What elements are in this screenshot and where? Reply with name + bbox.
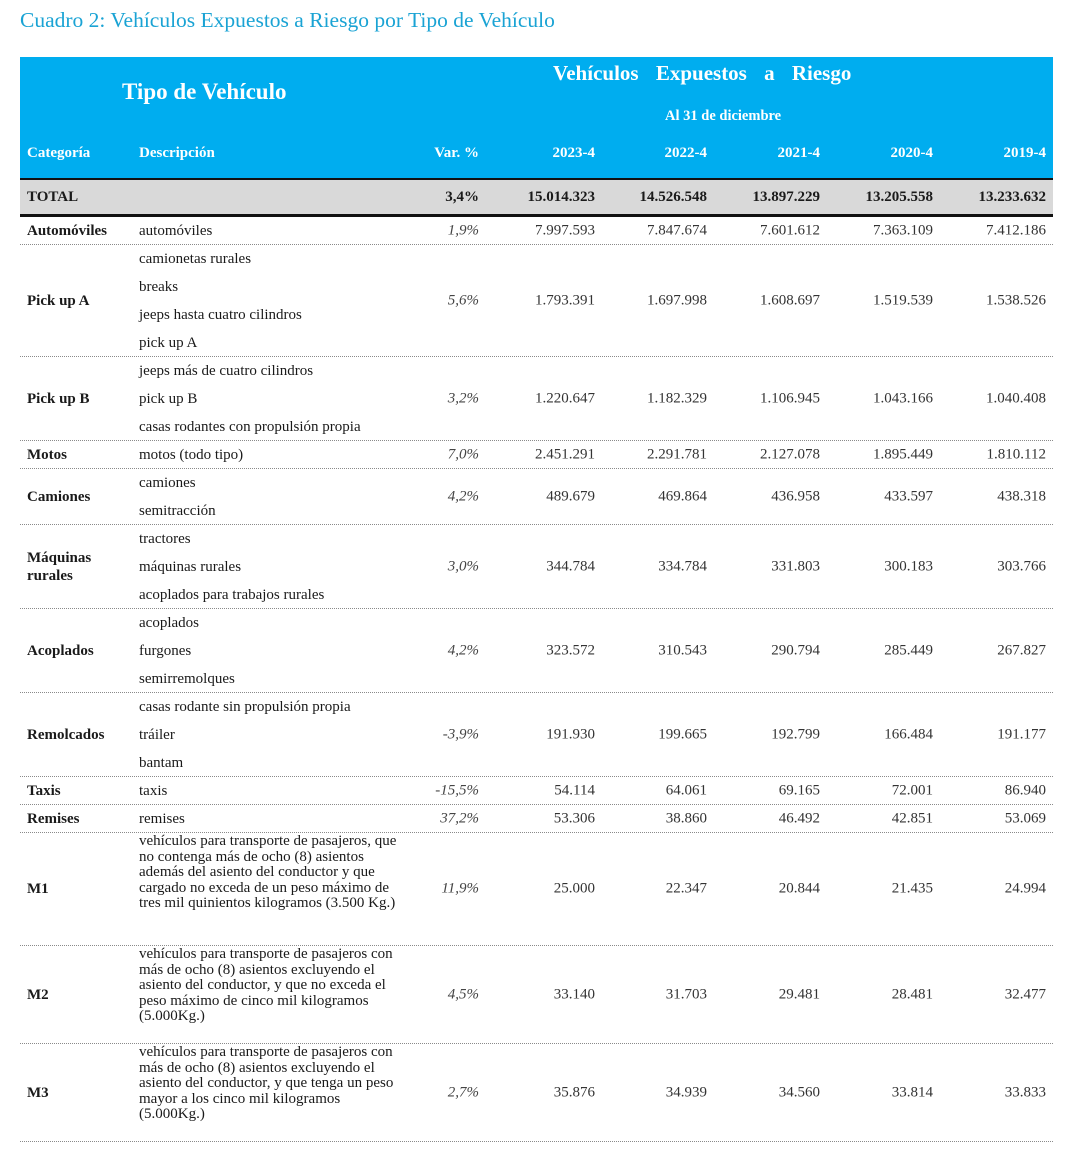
year-value: 1.810.112 [986,446,1046,462]
description-line: camiones [139,475,196,491]
description-paragraph: vehículos para transporte de pasajeros, que no contenga más de ocho (8) asientos además del asiento del conductor y que cargado no exceda de un peso máximo de tres mil quinientos kilogramos (3.500 Kg.) [139,833,397,911]
column-header-year: 2019-4 [1003,145,1046,161]
year-value: 199.665 [658,726,707,742]
description-line: pick up A [139,335,198,351]
variation-value: 2,7% [447,1084,479,1100]
variation-value: 1,9% [447,222,479,238]
description-line: tractores [139,531,191,547]
total-value: 14.526.548 [639,189,707,205]
category-label: Remolcados [27,726,105,743]
table-row [20,245,1053,357]
vehicles-table [20,57,1053,1142]
description-line: semirremolques [139,671,235,687]
description-cell [139,217,409,245]
total-value: 13.205.558 [865,189,933,205]
year-value: 54.114 [554,782,595,798]
category-label: Camiones [27,488,91,505]
description-cell [139,833,409,912]
header-vehiculos-expuestos: Vehículos Expuestos a Riesgo [553,61,852,85]
category-label: M3 [27,1084,49,1101]
description-cell [139,609,409,693]
year-value: 7.412.186 [986,222,1046,238]
year-value: 192.799 [771,726,820,742]
description-cell [139,441,409,469]
description-line: máquinas rurales [139,559,242,575]
description-paragraph: vehículos para transporte de pasajeros con más de ocho (8) asientos excluyendo el asiento del conductor, y que tenga un peso mayor a los cinco mil kilogramos (5.000Kg.) [139,1044,394,1122]
description-cell [139,245,409,357]
variation-value: 7,0% [447,446,479,462]
table-row [20,357,1053,441]
year-value: 33.814 [891,1084,933,1100]
variation-value: 37,2% [440,810,479,826]
description-cell [139,357,409,441]
year-value: 46.492 [778,810,820,826]
year-value: 310.543 [658,642,707,658]
variation-value: 5,6% [447,292,479,308]
total-var: 3,4% [445,189,479,205]
year-value: 2.451.291 [535,446,595,462]
description-line: semitracción [139,503,216,519]
year-value: 72.001 [891,782,933,798]
year-value: 7.997.593 [535,222,595,238]
description-cell [139,693,409,777]
category-label: Máquinas rurales [27,549,92,584]
year-value: 1.043.166 [873,390,933,406]
year-value: 34.560 [778,1084,820,1100]
description-line: breaks [139,279,179,295]
year-value: 2.291.781 [647,446,707,462]
description-line: camionetas rurales [139,251,252,267]
year-value: 489.679 [546,488,595,504]
table-row [20,1044,1053,1142]
variation-value: 11,9% [441,880,479,897]
year-value: 1.793.391 [535,292,595,308]
table-body [20,217,1053,1142]
category-label: Pick up B [27,390,90,407]
total-row [20,180,1053,217]
description-cell [139,946,409,1025]
year-value: 34.939 [665,1084,707,1100]
category-label: Motos [27,446,67,463]
column-header-categoria: Categoría [27,145,91,161]
year-value: 21.435 [891,880,933,897]
table-title: Cuadro 2: Vehículos Expuestos a Riesgo por Tipo de Vehículo [20,8,555,32]
year-value: 334.784 [658,558,707,574]
year-value: 31.703 [665,986,707,1002]
year-value: 331.803 [771,558,820,574]
table-row [20,777,1053,805]
description-line: jeeps hasta cuatro cilindros [139,307,302,323]
description-line: casas rodantes con propulsión propia [139,419,361,435]
year-value: 469.864 [658,488,707,504]
variation-value: 3,0% [447,558,479,574]
year-value: 7.847.674 [647,222,707,238]
year-value: 285.449 [884,642,933,658]
category-label: Taxis [27,782,61,799]
table-row [20,805,1053,833]
year-value: 290.794 [771,642,820,658]
description-paragraph: vehículos para transporte de pasajeros con más de ocho (8) asientos excluyendo el asiento del conductor, y que no exceda el peso máximo de cinco mil kilogramos (5.000Kg.) [139,946,393,1024]
category-label: Remises [27,810,80,827]
year-value: 86.940 [1004,782,1046,798]
year-value: 53.306 [553,810,595,826]
variation-value: -15,5% [435,782,479,798]
year-value: 1.697.998 [647,292,707,308]
total-value: 15.014.323 [527,189,595,205]
description-cell [139,525,409,609]
description-cell [139,469,409,525]
year-value: 25.000 [553,880,595,897]
description-line: acoplados para trabajos rurales [139,587,325,603]
year-value: 42.851 [891,810,933,826]
year-value: 267.827 [997,642,1046,658]
year-value: 1.895.449 [873,446,933,462]
year-value: 22.347 [665,880,707,897]
year-value: 1.106.945 [760,390,820,406]
table-row [20,469,1053,525]
description-line: tráiler [139,727,175,743]
variation-value: 4,5% [447,986,479,1002]
table-row [20,833,1053,946]
description-line: automóviles [139,223,213,239]
year-value: 38.860 [665,810,707,826]
variation-value: 4,2% [447,488,479,504]
year-value: 7.363.109 [873,222,933,238]
description-line: jeeps más de cuatro cilindros [139,363,314,379]
year-value: 53.069 [1004,810,1046,826]
year-value: 191.177 [997,726,1046,742]
total-label: TOTAL [27,189,79,205]
table-header [20,57,1053,180]
year-value: 300.183 [884,558,933,574]
column-header-year: 2021-4 [777,145,820,161]
year-value: 436.958 [771,488,820,504]
table-row [20,217,1053,245]
year-value: 1.220.647 [535,390,595,406]
description-cell [139,777,409,805]
description-line: pick up B [139,391,198,407]
table-row [20,441,1053,469]
year-value: 1.519.539 [873,292,933,308]
description-line: acoplados [139,615,199,631]
year-value: 35.876 [553,1084,595,1100]
table-row [20,609,1053,693]
description-line: taxis [139,783,168,799]
description-line: casas rodante sin propulsión propia [139,699,351,715]
description-line: remises [139,811,185,827]
category-label: Pick up A [27,292,90,309]
column-header-descripcion: Descripción [139,145,215,161]
year-value: 20.844 [778,880,820,897]
year-value: 1.538.526 [986,292,1046,308]
year-value: 303.766 [997,558,1046,574]
description-cell [139,805,409,833]
category-label: Acoplados [27,642,94,659]
year-value: 64.061 [665,782,707,798]
year-value: 1.040.408 [986,390,1046,406]
total-value: 13.897.229 [752,189,820,205]
year-value: 438.318 [997,488,1046,504]
year-value: 33.140 [553,986,595,1002]
column-header-year: 2023-4 [552,145,595,161]
year-value: 166.484 [884,726,933,742]
description-line: furgones [139,643,192,659]
header-date-note: Al 31 de diciembre [665,108,782,124]
year-value: 32.477 [1004,986,1046,1002]
year-value: 24.994 [1004,880,1046,897]
category-label: M1 [27,881,49,897]
category-label: M2 [27,986,49,1003]
year-value: 2.127.078 [760,446,820,462]
description-line: bantam [139,755,184,771]
year-value: 1.182.329 [647,390,707,406]
description-cell [139,1044,409,1123]
description-line: motos (todo tipo) [139,447,244,463]
column-header-year: 2022-4 [664,145,707,161]
year-value: 29.481 [778,986,820,1002]
column-header-year: 2020-4 [890,145,933,161]
table-row [20,946,1053,1044]
total-value: 13.233.632 [978,189,1046,205]
variation-value: 4,2% [447,642,479,658]
year-value: 69.165 [778,782,820,798]
variation-value: 3,2% [447,390,479,406]
year-value: 344.784 [546,558,595,574]
year-value: 433.597 [884,488,933,504]
table-row [20,693,1053,777]
column-header-var: Var. % [434,145,479,161]
year-value: 7.601.612 [760,222,820,238]
year-value: 28.481 [891,986,933,1002]
year-value: 33.833 [1004,1084,1046,1100]
table-row [20,525,1053,609]
year-value: 1.608.697 [760,292,820,308]
variation-value: -3,9% [442,726,479,742]
year-value: 323.572 [546,642,595,658]
category-label: Automóviles [27,222,107,239]
year-value: 191.930 [546,726,595,742]
header-tipo-vehiculo: Tipo de Vehículo [122,79,287,104]
